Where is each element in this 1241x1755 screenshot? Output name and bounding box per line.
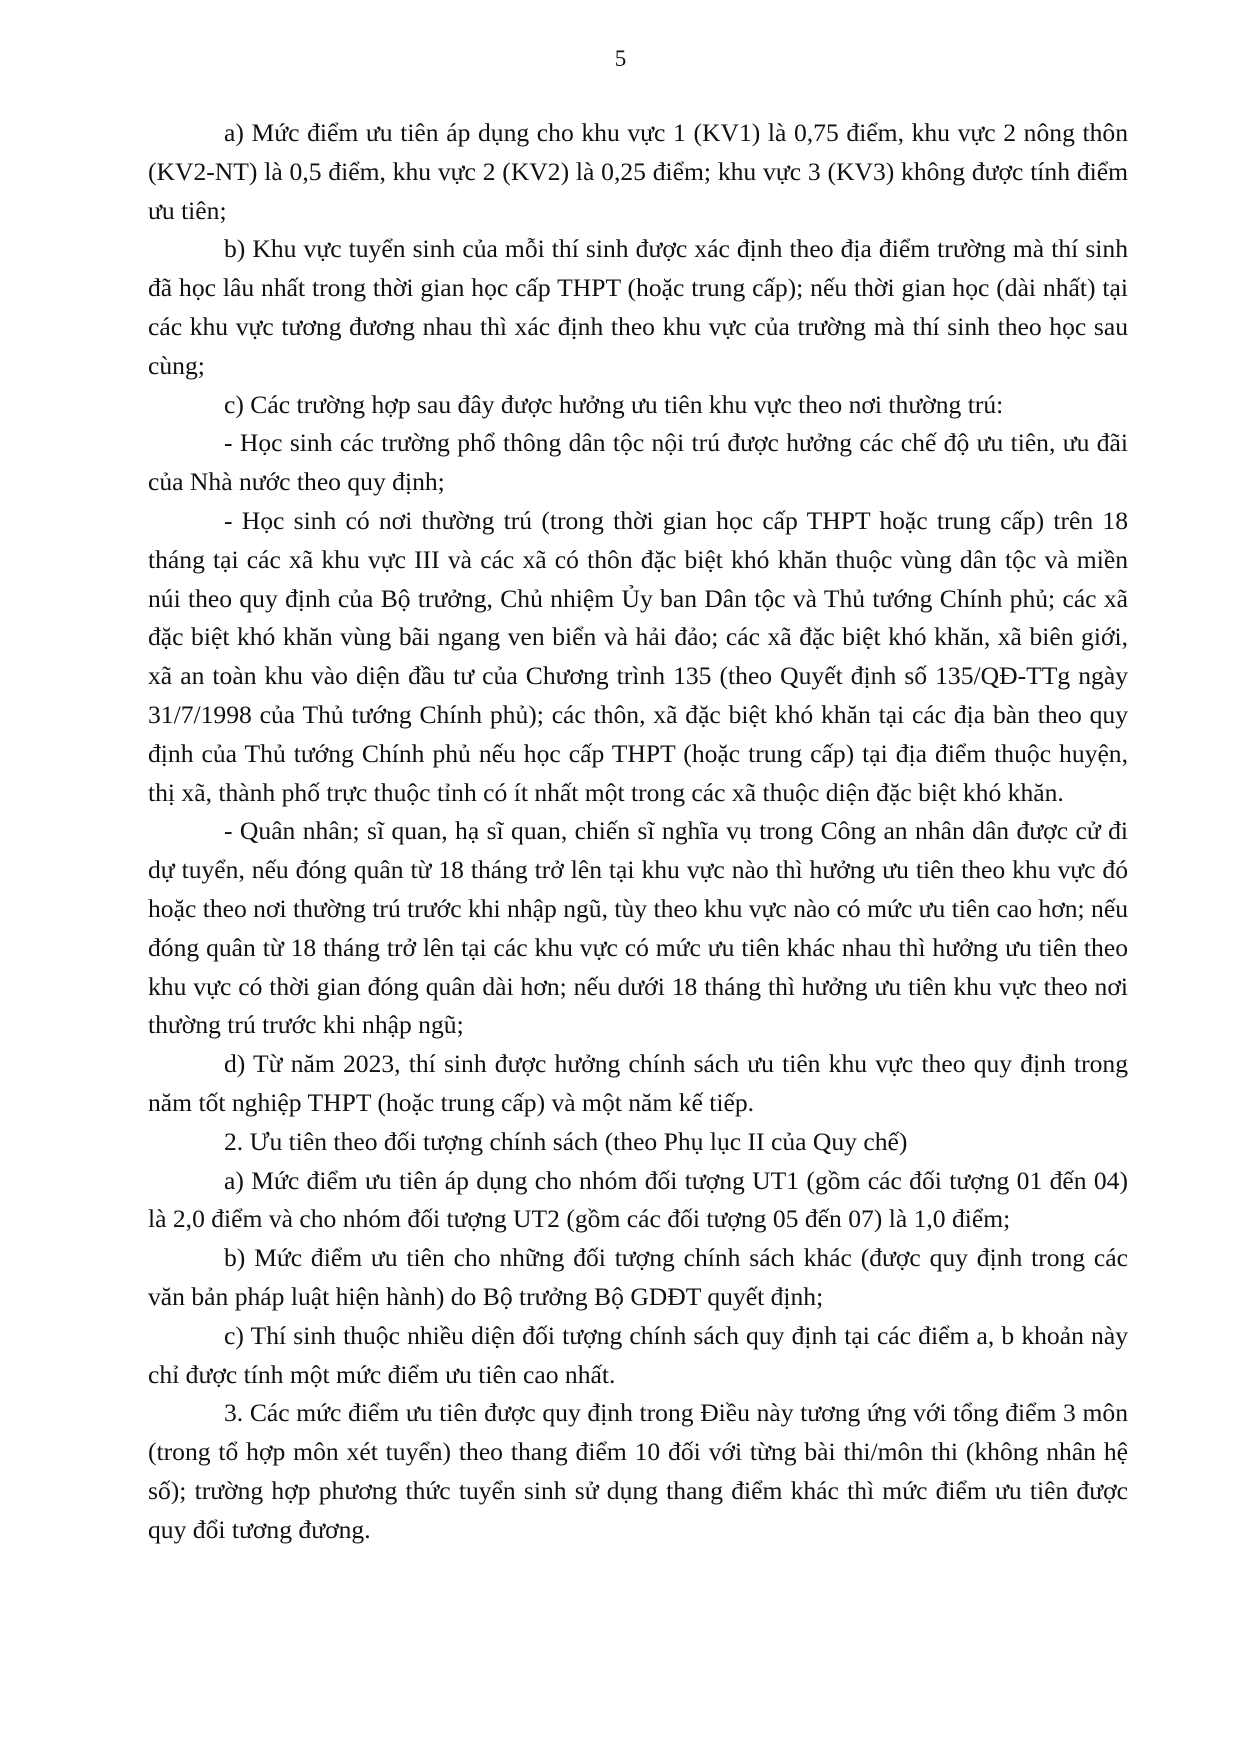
list-item-boarding-students: - Học sinh các trường phổ thông dân tộc nội trú được hưởng các chế độ ưu tiên, ưu đãi của Nhà nước theo quy định; [148, 428, 1128, 497]
document-body [148, 114, 1128, 1549]
page-number: 5 [614, 46, 627, 71]
paragraph-2a-policy-points: a) Mức điểm ưu tiên áp dụng cho nhóm đối tượng UT1 (gồm các đối tượng 01 đến 04) là 2,0 điểm và cho nhóm đối tượng UT2 (gồm các đối tượng 05 đến 07) là 1,0 điểm; [148, 1165, 1128, 1234]
list-item-residence-students: - Học sinh có nơi thường trú (trong thời gian học cấp THPT hoặc trung cấp) trên 18 tháng tại các xã khu vực III và các xã có thôn đặc biệt khó khăn thuộc vùng dân tộc và miền núi theo quy định của Bộ trưởng, Chủ nhiệm Ủy ban Dân tộc và Thủ tướng Chính phủ; các xã đặc biệt khó khăn vùng bãi ngang ven biển và hải đảo; các xã đặc biệt khó khăn, xã biên giới, xã an toàn khu vào diện đầu tư của Chương trình 135 (theo Quyết định số 135/QĐ-TTg ngày 31/7/1998 của Thủ tướng Chính phủ); các thôn, xã đặc biệt khó khăn tại các địa bàn theo quy định của Thủ tướng Chính phủ nếu học cấp THPT (hoặc trung cấp) tại địa điểm thuộc huyện, thị xã, thành phố trực thuộc tỉnh có ít nhất một trong các xã thuộc diện đặc biệt khó khăn. [148, 505, 1128, 807]
list-item-military: - Quân nhân; sĩ quan, hạ sĩ quan, chiến sĩ nghĩa vụ trong Công an nhân dân được cử đi dự tuyển, nếu đóng quân từ 18 tháng trở lên tại khu vực nào thì hưởng ưu tiên theo khu vực đó hoặc theo nơi thường trú trước khi nhập ngũ, tùy theo khu vực nào có mức ưu tiên cao hơn; nếu đóng quân từ 18 tháng trở lên tại các khu vực có mức ưu tiên khác nhau thì hưởng ưu tiên theo khu vực có thời gian đóng quân dài hơn; nếu dưới 18 tháng thì hưởng ưu tiên khu vực theo nơi thường trú trước khi nhập ngũ; [148, 816, 1128, 1040]
paragraph-d-from-2023: d) Từ năm 2023, thí sinh được hưởng chính sách ưu tiên khu vực theo quy định trong năm tốt nghiệp THPT (hoặc trung cấp) và một năm kế tiếp. [148, 1049, 1128, 1117]
section-2-heading: 2. Ưu tiên theo đối tượng chính sách (theo Phụ lục II của Quy chế) [224, 1126, 908, 1156]
paragraph-b-region-determination: b) Khu vực tuyển sinh của mỗi thí sinh được xác định theo địa điểm trường mà thí sinh đã học lâu nhất trong thời gian học cấp THPT (hoặc trung cấp); nếu thời gian học (dài nhất) tại các khu vực tương đương nhau thì xác định theo khu vực của trường mà thí sinh theo học sau cùng; [148, 234, 1128, 380]
section-3-paragraph: 3. Các mức điểm ưu tiên được quy định trong Điều này tương ứng với tổng điểm 3 môn (trong tổ hợp môn xét tuyển) theo thang điểm 10 đối với từng bài thi/môn thi (không nhân hệ số); trường hợp phương thức tuyển sinh sử dụng thang điểm khác thì mức điểm ưu tiên được quy đổi tương đương. [148, 1398, 1128, 1544]
paragraph-a-region-points: a) Mức điểm ưu tiên áp dụng cho khu vực 1 (KV1) là 0,75 điểm, khu vực 2 nông thôn (KV2-NT) là 0,5 điểm, khu vực 2 (KV2) là 0,25 điểm; khu vực 3 (KV3) không được tính điểm ưu tiên; [148, 118, 1128, 225]
paragraph-c-residence-cases: c) Các trường hợp sau đây được hưởng ưu tiên khu vực theo nơi thường trú: [224, 389, 1004, 419]
paragraph-2c-multiple-policy: c) Thí sinh thuộc nhiều diện đối tượng chính sách quy định tại các điểm a, b khoản này chỉ được tính một mức điểm ưu tiên cao nhất. [148, 1320, 1128, 1389]
paragraph-2b-other-policy: b) Mức điểm ưu tiên cho những đối tượng chính sách khác (được quy định trong các văn bản pháp luật hiện hành) do Bộ trưởng Bộ GDĐT quyết định; [148, 1243, 1128, 1311]
